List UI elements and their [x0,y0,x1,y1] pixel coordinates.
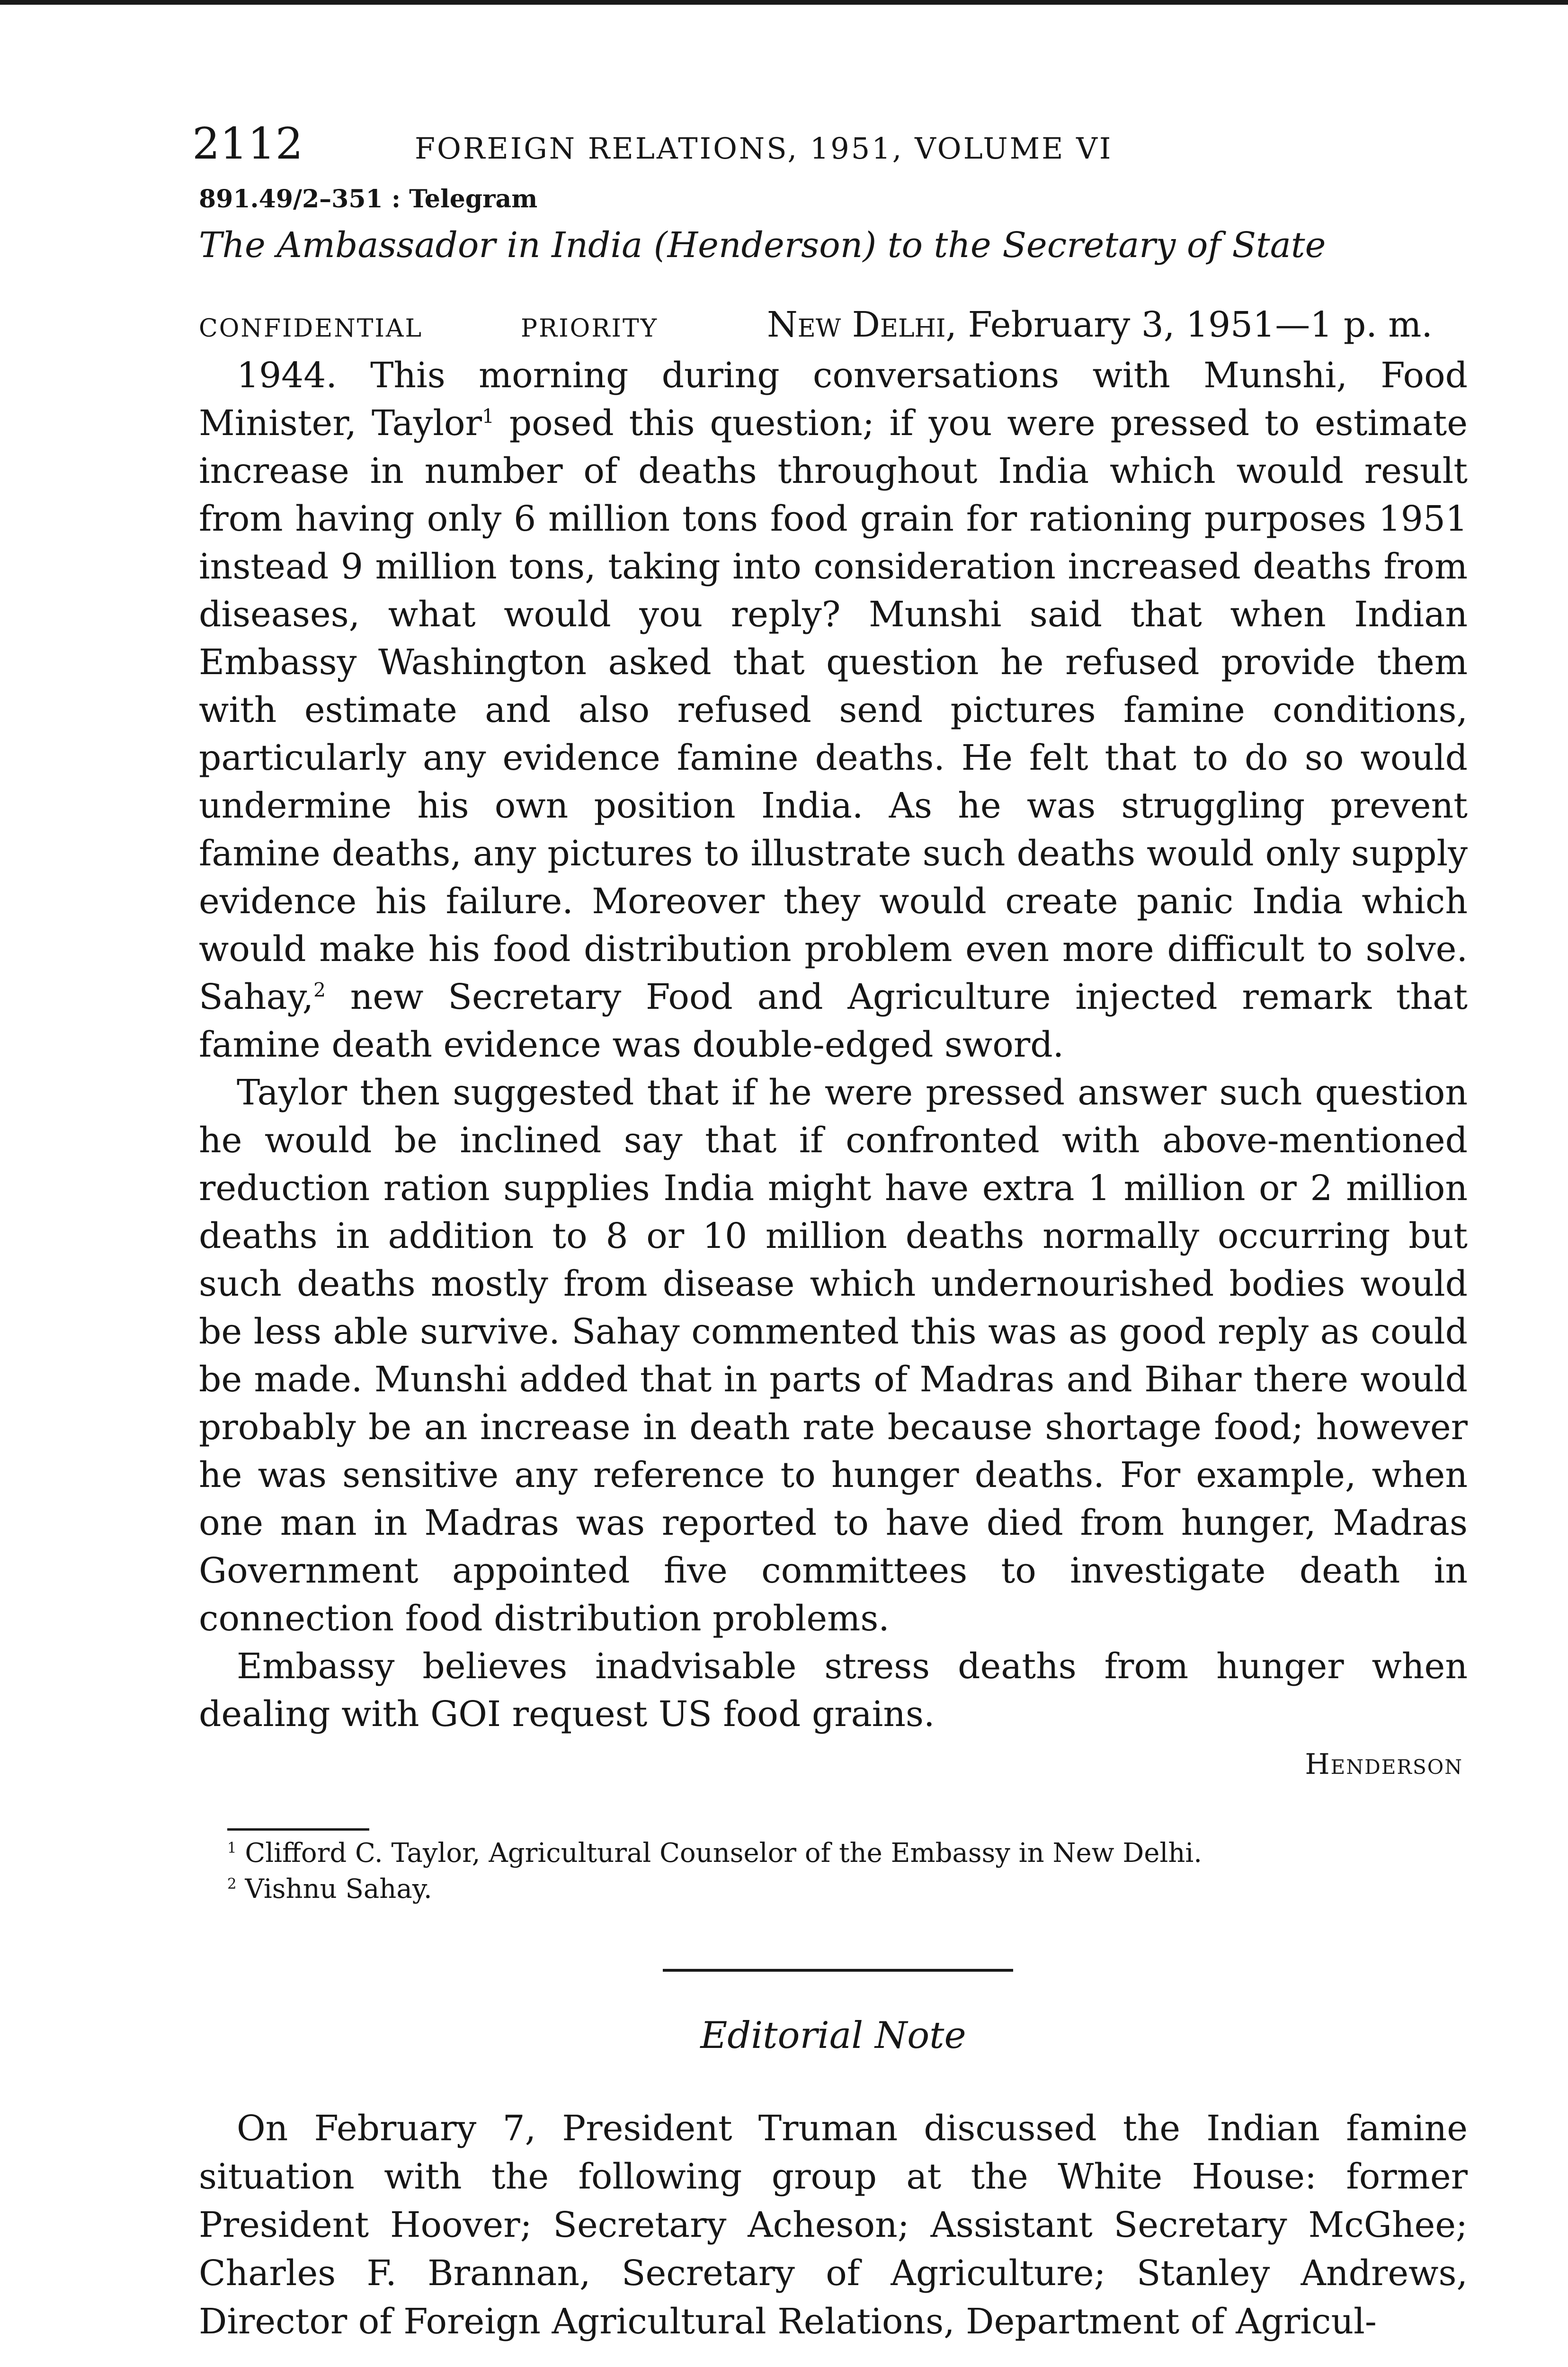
footnote-1 [227,1835,1468,1871]
footnote-1-text: Clifford C. Taylor, Agricultural Counselor of the Embassy in New Delhi. [245,1837,1203,1869]
footnotes [227,1835,1468,1907]
footnote-2-marker: 2 [227,1875,237,1893]
footnote-1-marker: 1 [227,1839,237,1857]
file-reference: 891.49/2–351 : Telegram [199,185,538,214]
document-page [192,118,1468,2346]
top-page-edge-rule [0,0,1568,5]
footnote-ref-2: 2 [313,979,326,1002]
classification-label: CONFIDENTIAL [199,314,423,343]
dateline-place: New Delhi, [767,304,957,345]
footnote-ref-1: 1 [481,405,494,428]
document-title: The Ambassador in India (Henderson) to the Secretary of State [199,225,1326,266]
telegram-paragraph-1 [199,352,1468,1069]
dateline [199,304,1468,352]
footnote-2-text: Vishnu Sahay. [245,1873,432,1904]
section-divider [663,1969,1013,1972]
paragraph-1-text-part-3: new Secretary Food and Agriculture injected remark that famine death evidence was double-edged sword. [199,976,1468,1065]
dateline-date: February 3, 1951—1 p. m. [968,304,1433,345]
page-number: 2112 [192,118,303,169]
footnote-divider [227,1828,369,1831]
running-title: FOREIGN RELATIONS, 1951, VOLUME VI [415,131,1113,166]
paragraph-1-text-part-2: posed this question; if you were pressed to estimate increase in number of deaths throughout India which would result from having only 6 million tons food grain for rationing purposes 1951 instead 9 million tons, taking into consideration increased deaths from diseases, what would you reply? Munshi said that when Indian Embassy Washington asked that question he refused provide them with estimate and also refused send pictures famine conditions, particularly any evidence famine deaths. He felt that to do so would undermine his own position India. As he was struggling prevent famine deaths, any pictures to illustrate such deaths would only supply evidence his failure. Moreover they would create panic India which would make his food distribution problem even more difficult to solve. Sahay, [199,402,1468,1017]
paragraph-1-text-part-1: 1944. This morning during conversations with Munshi, Food Minister, Taylor [199,355,1468,444]
signature: Henderson [1305,1747,1463,1781]
footnote-2 [227,1871,1468,1907]
telegram-paragraph-2: Taylor then suggested that if he were pressed answer such question he would be inclined say that if confronted with above-mentioned reduction ration supplies India might have extra 1 million or 2 million deaths in addition to 8 or 10 million deaths normally occurring but such deaths mostly from disease which undernourished bodies would be less able survive. Sahay commented this was as good reply as could be made. Munshi added that in parts of Madras and Bihar there would probably be an increase in death rate because shortage food; however he was sensitive any reference to hunger deaths. For example, when one man in Madras was reported to have died from hunger, Madras Government appointed five committees to investigate death in connection food distribution problems. [199,1072,1468,1639]
telegram-paragraph-3: Embassy believes inadvisable stress deaths from hunger when dealing with GOI request US food grains. [199,1646,1468,1735]
running-header [192,118,1468,170]
priority-label: PRIORITY [521,314,659,343]
editorial-note-text: On February 7, President Truman discussed the Indian famine situation with the following group at the White House: former President Hoover; Secretary Acheson; Assistant Secretary McGhee; Charles F. Brannan, Secretary of Agriculture; Stanley Andrews, Director of Foreign Agricultural Relations, Department of Agricul- [199,2108,1468,2342]
editorial-note-heading: Editorial Note [700,2014,966,2057]
